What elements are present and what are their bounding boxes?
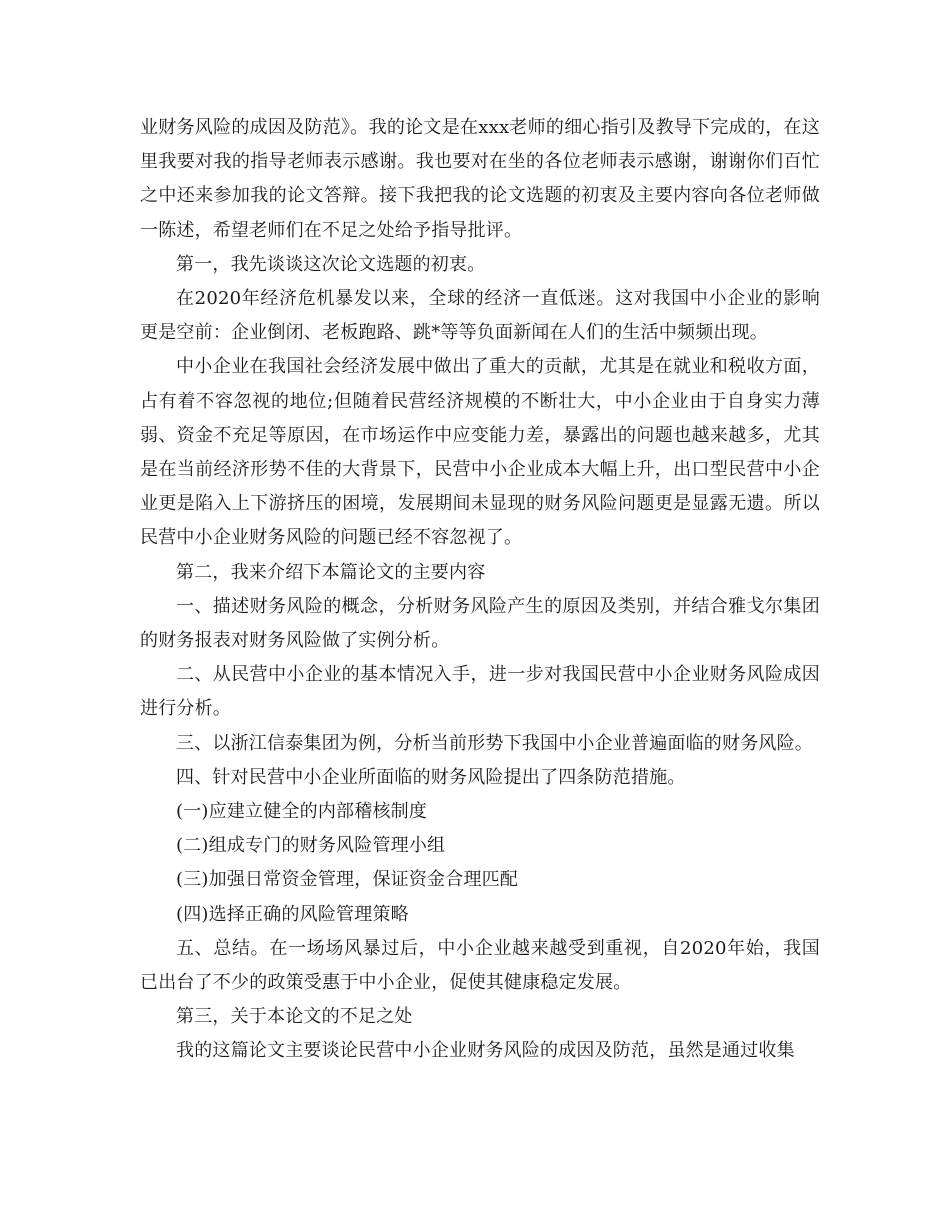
paragraph-measure-three: (三)加强日常资金管理，保证资金合理匹配 [176,869,519,891]
paragraph-measure-one: (一)应建立健全的内部稽核制度 [176,801,428,823]
paragraph-section-two-heading: 第二，我来介绍下本篇论文的主要内容 [176,561,486,583]
paragraph-section-three-heading: 第三，关于本论文的不足之处 [176,1006,413,1028]
paragraph-point-one: 一、描述财务风险的概念，分析财务风险产生的原因及类别，并结合雅戈尔集团的财务报表对财务风险做了实例分析。 [140,595,820,652]
paragraph-section-one-heading: 第一，我先谈谈这次论文选题的初衷。 [176,253,486,275]
paragraph-crisis-background: 在2020年经济危机暴发以来，全球的经济一直低迷。这对我国中小企业的影响更是空前：企业倒闭、老板跑路、跳*等等负面新闻在人们的生活中频频出现。 [140,288,820,344]
paragraph-sme-importance: 中小企业在我国社会经济发展中做出了重大的贡献，尤其是在就业和税收方面，占有着不容忽视的地位;但随着民营经济规模的不断壮大，中小企业由于自身实力薄弱、资金不充足等原因，在市场运作中应变能力差，暴露出的问题也越来越多，尤其是在当前经济形势不佳的大背景下，民营中小企业成本大幅上升，出口型民营中小企业更是陷入上下游挤压的困境，发展期间未显现的财务风险问题更是显露无遗。所以民营中小企业财务风险的问题已经不容忽视了。 [140,356,820,549]
paragraph-shortcomings: 我的这篇论文主要谈论民营中小企业财务风险的成因及防范，虽然是通过收集 [176,1040,795,1062]
paragraph-point-three: 三、以浙江信泰集团为例，分析当前形势下我国中小企业普遍面临的财务风险。 [176,732,813,754]
paragraph-point-five: 五、总结。在一场场风暴过后，中小企业越来越受到重视，自2020年始，我国已出台了不少的政策受惠于中小企业，促使其健康稳定发展。 [140,937,820,994]
paragraph-measure-four: (四)选择正确的风险管理策略 [176,903,409,925]
document-body [140,111,820,1069]
paragraph-point-four: 四、针对民营中小企业所面临的财务风险提出了四条防范措施。 [176,766,686,788]
paragraph-intro-continued: 业财务风险的成因及防范》。我的论文是在xxx老师的细心指引及教导下完成的，在这里我要对我的指导老师表示感谢。我也要对在坐的各位老师表示感谢，谢谢你们百忙之中还来参加我的论文答辩。接下我把我的论文选题的初衷及主要内容向各位老师做一陈述，希望老师们在不足之处给予指导批评。 [140,117,820,241]
paragraph-measure-two: (二)组成专门的财务风险管理小组 [176,835,446,857]
paragraph-point-two: 二、从民营中小企业的基本情况入手，进一步对我国民营中小企业财务风险成因进行分析。 [140,664,820,720]
